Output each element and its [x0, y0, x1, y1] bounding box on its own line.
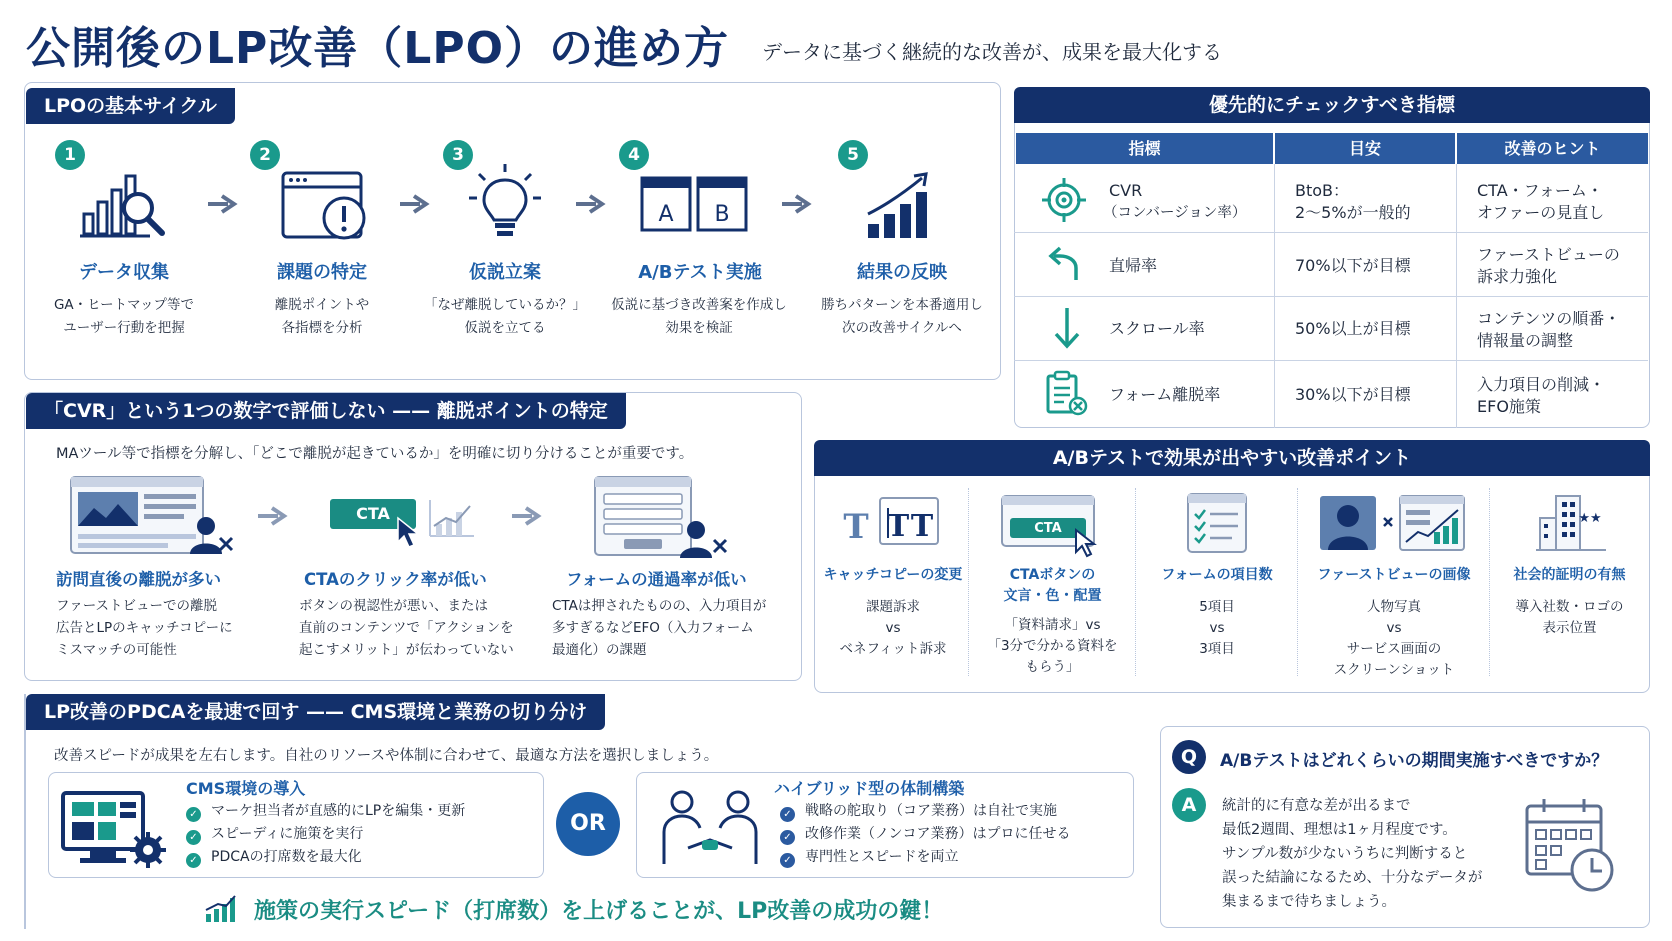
metric-name: フォーム離脱率: [1109, 385, 1221, 404]
hybrid-title: ハイブリッド型の体制構築: [774, 779, 965, 798]
ab-divider: [1297, 488, 1298, 676]
ab-item-desc-2a: 「資料請求」vs: [1004, 617, 1101, 633]
ab-item-desc-4b: vs: [1386, 620, 1402, 636]
cms-item-2: ✓ スピーディに施策を実行: [186, 824, 363, 844]
faq-answer-line: 誤った結論になるため、十分なデータが: [1222, 870, 1483, 886]
metric-hint-sub: 情報量の調整: [1477, 331, 1574, 350]
lightbulb-icon: [465, 162, 545, 244]
pdca-footer-message: 施策の実行スピード（打席数）を上げることが、LP改善の成功の鍵！: [254, 899, 944, 924]
step-desc-5b: 次の改善サイクルへ: [842, 320, 962, 336]
return-arrow-icon: [1046, 244, 1086, 284]
leak-item-desc-3b: 多すぎるなどEFO（入力フォーム: [552, 620, 754, 636]
step-desc-2a: 離脱ポイントや: [274, 297, 370, 313]
cms-item-1: ✓ マーケ担当者が直感的にLPを編集・更新: [186, 801, 465, 821]
or-badge: OR: [556, 792, 620, 856]
hybrid-item-3: ✓ 専門性とスピードを両立: [780, 847, 958, 867]
ab-title: A/Bテストで効果が出やすい改善ポイント: [814, 440, 1650, 476]
leak-intro: MAツール等で指標を分解し、「どこで離脱が起きているか」を明確に切り分けることが重要です。: [56, 446, 694, 462]
ab-item-desc-4d: スクリーンショット: [1333, 662, 1455, 678]
building-stars-icon: [1536, 492, 1608, 554]
leak-item-desc-2a: ボタンの視認性が悪い、または: [299, 598, 488, 614]
ab-item-desc-3a: 5項目: [1199, 599, 1235, 615]
metric-name: 直帰率: [1109, 256, 1158, 275]
ab-item-desc-3c: 3項目: [1199, 641, 1235, 657]
pdca-title: LP改善のPDCAを最速で回す —— CMS環境と業務の切り分け: [26, 694, 605, 730]
form-user-leave-icon: [594, 476, 730, 558]
faq-answer-line: 統計的に有意な差が出るまで: [1222, 798, 1411, 814]
landing-page-user-leave-icon: [70, 476, 236, 556]
faq-answer-line: サンプル数が少ないうちに判断すると: [1222, 846, 1468, 862]
ab-item-desc-2c: もらう」: [1025, 659, 1080, 675]
ab-item-title-2b: 文言・色・配置: [1003, 588, 1102, 604]
form-clipboard-icon: [1044, 370, 1090, 418]
target-icon: [1040, 176, 1088, 224]
pdca-intro: 改善スピードが成果を左右します。自社のリソースや体制に合わせて、最適な方法を選択しましょう。: [54, 748, 719, 764]
leak-item-desc-1b: 広告とLPのキャッチコピーに: [56, 620, 233, 636]
arrow-right-icon: [780, 193, 814, 215]
ab-item-title-3: フォームの項目数: [1161, 567, 1273, 583]
arrow-right-icon: [574, 193, 608, 215]
metric-name: CVR: [1109, 181, 1143, 200]
ab-item-desc-1b: vs: [885, 620, 901, 636]
metric-hint-sub: 訴求力強化: [1477, 267, 1558, 286]
leak-item-title-2: CTAのクリック率が低い: [304, 570, 487, 589]
person-vs-screenshot-icon: [1318, 494, 1468, 554]
ab-windows-icon: [640, 176, 750, 236]
faq-answer-line: 最低2週間、理想は1ヶ月程度です。: [1222, 822, 1457, 838]
step-number-4: 4: [619, 140, 649, 170]
ab-divider: [968, 488, 969, 676]
svg-text:★★: ★★: [1578, 511, 1602, 526]
step-desc-1a: GA・ヒートマップ等で: [53, 297, 195, 313]
metric-hint: CTA・フォーム・: [1477, 181, 1603, 200]
metrics-row-divider: [1014, 232, 1648, 233]
metric-hint: 入力項目の削減・: [1477, 375, 1606, 394]
step-desc-4a: 仮説に基づき改善案を作成し: [611, 297, 787, 313]
faq-question: A/Bテストはどれくらいの期間実施すべきですか？: [1220, 751, 1609, 771]
calendar-clock-icon: [1524, 796, 1618, 896]
metric-target: 70%以下が目標: [1295, 256, 1411, 275]
check-icon: ✓: [186, 830, 201, 845]
metric-target-sub: 2〜5%が一般的: [1295, 203, 1411, 222]
leak-item-desc-2b: 直前のコンテンツで「アクションを: [299, 620, 514, 636]
bar-chart-magnifier-icon: [80, 170, 170, 242]
step-title-4: A/Bテスト実施: [638, 262, 762, 283]
leak-title: 「CVR」という1つの数字で評価しない —— 離脱ポイントの特定: [26, 393, 626, 429]
checklist-form-icon: [1186, 492, 1250, 554]
svg-text:T: T: [886, 509, 910, 544]
metrics-header-target: 目安: [1275, 133, 1455, 164]
step-desc-3a: 「なぜ離脱しているか？」: [424, 297, 586, 313]
check-icon: ✓: [780, 807, 795, 822]
down-arrow-icon: [1050, 306, 1084, 350]
cycle-title: LPOの基本サイクル: [26, 88, 235, 124]
cta-label: CTA: [356, 504, 390, 523]
step-number-3: 3: [443, 140, 473, 170]
arrow-right-icon: [206, 193, 240, 215]
hybrid-item-2: ✓ 改修作業（ノンコア業務）はプロに任せる: [780, 824, 1070, 844]
metrics-title: 優先的にチェックすべき指標: [1014, 87, 1650, 123]
mini-chart-icon: [428, 496, 478, 540]
page-title: 公開後のLP改善（LPO）の進め方: [26, 23, 729, 74]
ab-item-title-4: ファーストビューの画像: [1317, 567, 1471, 583]
ab-item-desc-1a: 課題訴求: [866, 599, 920, 615]
step-title-1: データ収集: [79, 262, 169, 283]
step-number-5: 5: [838, 140, 868, 170]
metric-hint-sub: EFO施策: [1477, 397, 1541, 416]
step-title-3: 仮説立案: [469, 262, 541, 283]
typography-icon: [842, 494, 942, 548]
arrow-right-icon: [398, 193, 432, 215]
step-title-2: 課題の特定: [277, 262, 367, 283]
metric-target: 30%以下が目標: [1295, 385, 1411, 404]
faq-answer-line: 集まるまで待ちましょう。: [1222, 894, 1396, 910]
handshake-people-icon: [658, 788, 762, 868]
page-subtitle: データに基づく継続的な改善が、成果を最大化する: [762, 40, 1222, 64]
cms-title: CMS環境の導入: [186, 779, 306, 798]
leak-item-desc-3a: CTAは押されたものの、入力項目が: [552, 598, 767, 614]
leak-item-desc-2c: 起こすメリット」が伝わっていない: [299, 642, 514, 658]
step-desc-3b: 仮説を立てる: [464, 320, 546, 336]
leak-item-desc-1a: ファーストビューでの離脱: [56, 598, 218, 614]
metric-hint-sub: オファーの見直し: [1477, 203, 1605, 222]
ab-divider: [1135, 488, 1136, 676]
check-icon: ✓: [780, 853, 795, 868]
leak-item-desc-1c: ミスマッチの可能性: [56, 642, 177, 658]
metric-name-sub: （コンバージョン率）: [1103, 205, 1247, 221]
cms-item-3: ✓ PDCAの打席数を最大化: [186, 847, 362, 867]
ab-item-desc-5a: 導入社数・ロゴの: [1515, 599, 1624, 615]
ab-divider: [1489, 488, 1490, 676]
metrics-header-metric: 指標: [1016, 133, 1273, 164]
step-desc-2b: 各指標を分析: [281, 320, 363, 336]
metric-name: スクロール率: [1109, 319, 1205, 338]
svg-text:T: T: [843, 507, 869, 547]
step-number-2: 2: [250, 140, 280, 170]
check-icon: ✓: [186, 853, 201, 868]
answer-badge: A: [1172, 788, 1206, 822]
arrow-right-icon: [256, 505, 290, 527]
question-badge: Q: [1172, 740, 1206, 774]
step-desc-5a: 勝ちパターンを本番適用し: [821, 297, 983, 313]
growth-chart-icon: [864, 170, 942, 242]
step-desc-1b: ユーザー行動を把握: [63, 320, 185, 336]
ab-item-desc-4c: サービス画面の: [1346, 641, 1442, 657]
metric-target: 50%以上が目標: [1295, 319, 1411, 338]
check-icon: ✓: [186, 807, 201, 822]
check-icon: ✓: [780, 830, 795, 845]
step-desc-4b: 効果を検証: [665, 320, 733, 336]
svg-text:A: A: [658, 202, 674, 227]
cursor-icon: [396, 516, 424, 550]
leak-item-title-1: 訪問直後の離脱が多い: [56, 570, 221, 589]
metric-hint: コンテンツの順番・: [1477, 309, 1621, 328]
cta-label: CTA: [1034, 521, 1062, 536]
metric-hint: ファーストビューの: [1477, 245, 1620, 264]
ab-item-desc-2b: 「3分で分かる資料を: [987, 638, 1118, 654]
browser-alert-icon: [280, 170, 370, 244]
metrics-row-divider: [1014, 296, 1648, 297]
pdca-left-rule: [24, 694, 26, 929]
svg-text:T: T: [910, 509, 934, 544]
step-number-1: 1: [55, 140, 85, 170]
step-title-5: 結果の反映: [857, 262, 947, 283]
arrow-right-icon: [510, 505, 544, 527]
ab-item-desc-1c: ベネフィット訴求: [839, 641, 947, 657]
ab-item-desc-5b: 表示位置: [1542, 620, 1597, 636]
ab-item-desc-3b: vs: [1209, 620, 1225, 636]
ab-item-title-5: 社会的証明の有無: [1513, 567, 1626, 583]
leak-item-desc-3c: 最適化）の課題: [552, 642, 647, 658]
ab-item-title-2a: CTAボタンの: [1009, 567, 1096, 583]
metric-target: BtoB：: [1295, 181, 1350, 200]
metrics-row-divider: [1014, 360, 1648, 361]
leak-item-title-3: フォームの通過率が低い: [566, 570, 747, 589]
ab-item-title-1: キャッチコピーの変更: [823, 567, 963, 583]
growth-bars-icon: [204, 894, 238, 924]
hybrid-item-1: ✓ 戦略の舵取り（コア業務）は自社で実施: [780, 801, 1057, 821]
metrics-header-hint: 改善のヒント: [1457, 133, 1648, 164]
cms-monitor-gear-icon: [60, 790, 166, 868]
svg-text:B: B: [714, 202, 730, 227]
ab-item-desc-4a: 人物写真: [1367, 599, 1421, 615]
